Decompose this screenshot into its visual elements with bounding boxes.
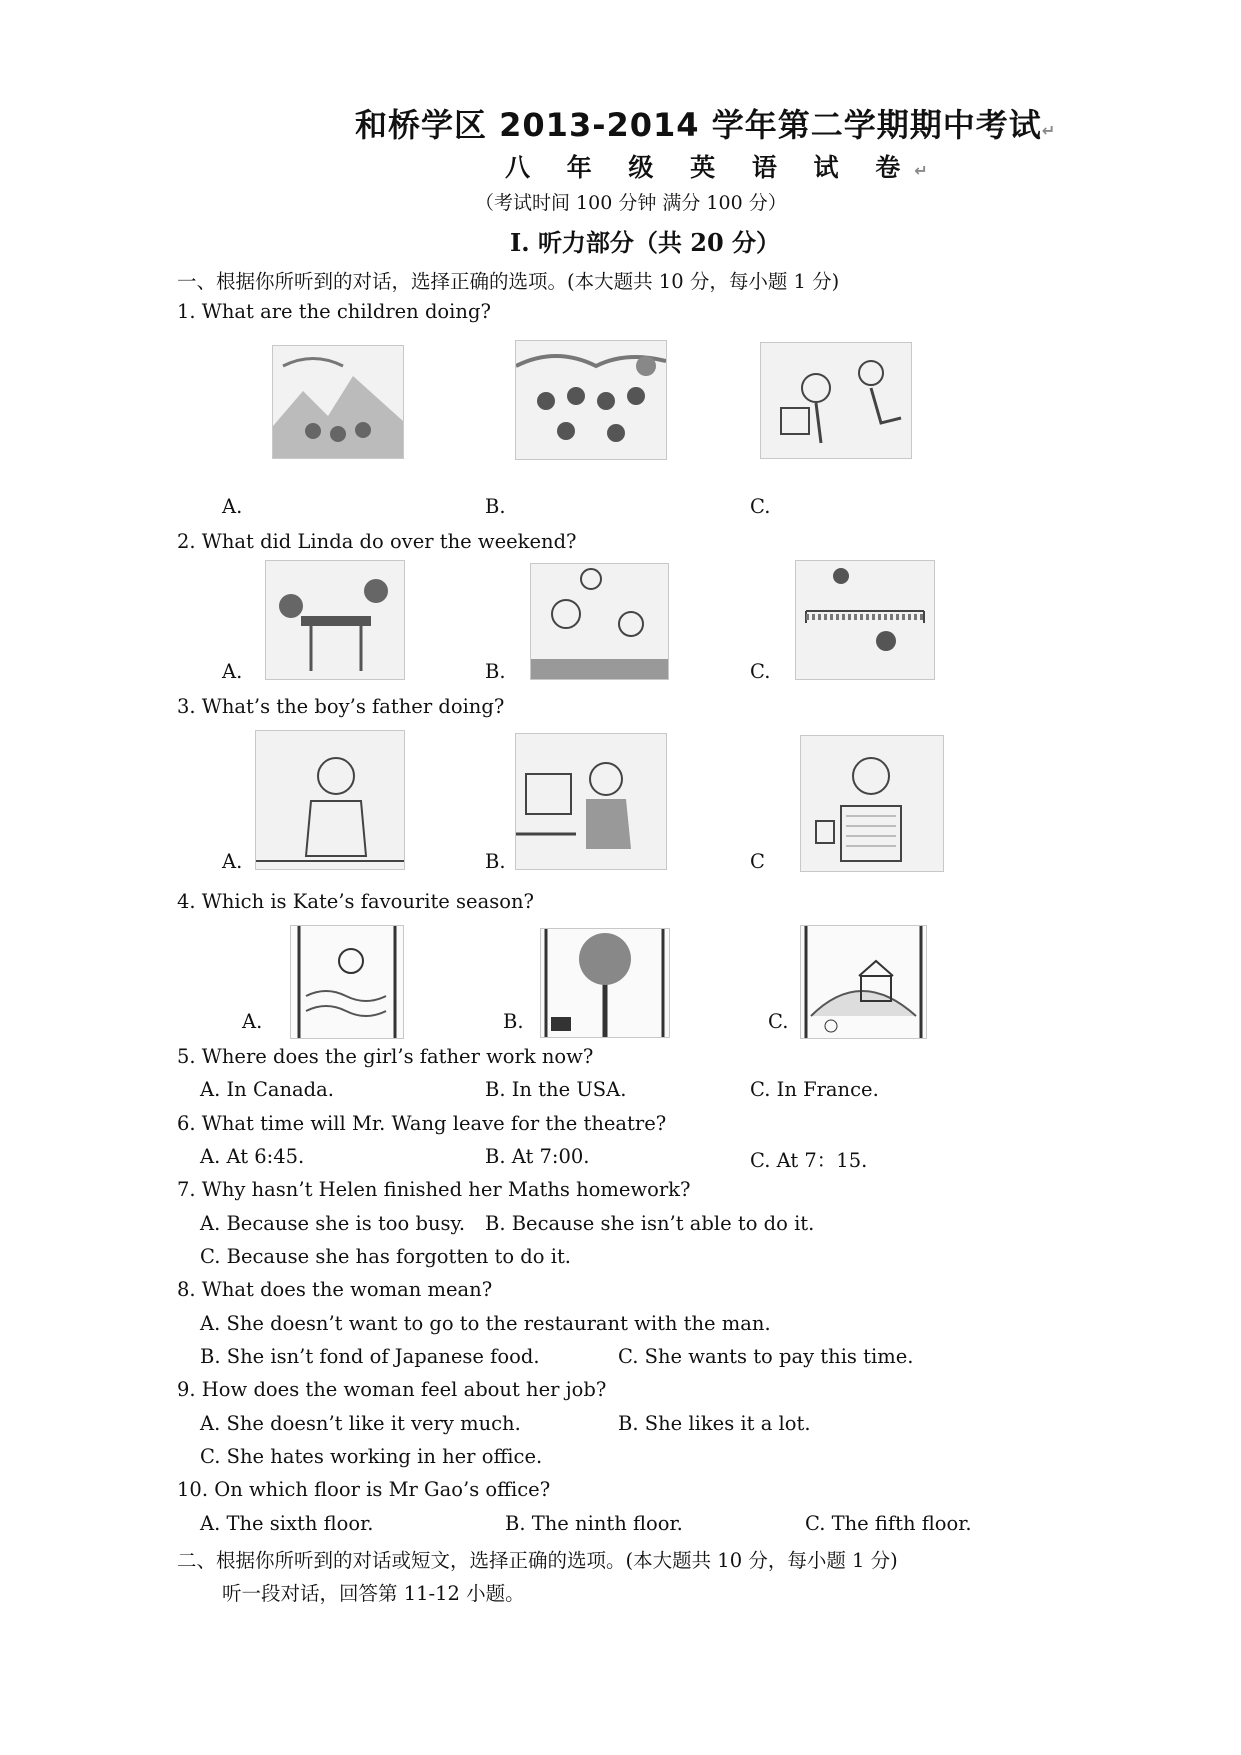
q8-option-c[interactable]: C. She wants to pay this time. [618, 1345, 914, 1368]
question-9: 9. How does the woman feel about her job? [177, 1378, 607, 1401]
q9-option-c[interactable]: C. She hates working in her office. [200, 1445, 543, 1468]
q9-option-a[interactable]: A. She doesn’t like it very much. [200, 1412, 521, 1435]
question-3: 3. What’s the boy’s father doing? [177, 695, 505, 718]
question-5: 5. Where does the girl’s father work now? [177, 1045, 594, 1068]
q1-picture-a [272, 345, 404, 459]
q5-option-c[interactable]: C. In France. [750, 1078, 879, 1101]
q8-option-a[interactable]: A. She doesn’t want to go to the restaurant with the man. [200, 1312, 771, 1335]
q1-option-c[interactable]: C. [750, 495, 771, 518]
q2-option-c[interactable]: C. [750, 660, 771, 683]
q1-picture-c [760, 342, 912, 459]
q1-option-a[interactable]: A. [222, 495, 243, 518]
q6-option-a[interactable]: A. At 6:45. [200, 1145, 305, 1168]
part1-instruction: 一、根据你所听到的对话，选择正确的选项。(本大题共 10 分，每小题 1 分) [177, 270, 840, 293]
exam-subtitle: 八 年 级 英 语 试 卷↵ [505, 153, 942, 182]
q2-picture-a [265, 560, 405, 680]
q7-option-c[interactable]: C. Because she has forgotten to do it. [200, 1245, 571, 1268]
q3-picture-c [800, 735, 944, 872]
exam-info: （考试时间 100 分钟 满分 100 分） [475, 192, 787, 214]
question-6: 6. What time will Mr. Wang leave for the theatre? [177, 1112, 667, 1135]
question-7: 7. Why hasn’t Helen finished her Maths homework? [177, 1178, 691, 1201]
q4-picture-b [540, 928, 670, 1038]
q4-option-c[interactable]: C. [768, 1010, 789, 1033]
q10-option-b[interactable]: B. The ninth floor. [505, 1512, 683, 1535]
q3-picture-a [255, 730, 405, 870]
q9-option-b[interactable]: B. She likes it a lot. [618, 1412, 811, 1435]
q8-option-b[interactable]: B. She isn’t fond of Japanese food. [200, 1345, 540, 1368]
question-8: 8. What does the woman mean? [177, 1278, 493, 1301]
q1-option-b[interactable]: B. [485, 495, 506, 518]
q5-option-a[interactable]: A. In Canada. [200, 1078, 334, 1101]
q1-picture-b [515, 340, 667, 460]
q4-option-a[interactable]: A. [242, 1010, 263, 1033]
q2-picture-c [795, 560, 935, 680]
q6-option-c[interactable]: C. At 7：15. [750, 1149, 868, 1172]
question-2: 2. What did Linda do over the weekend? [177, 530, 577, 553]
q7-option-a[interactable]: A. Because she is too busy. [200, 1212, 466, 1235]
q3-option-c[interactable]: C [750, 850, 765, 873]
q2-option-a[interactable]: A. [222, 660, 243, 683]
question-1: 1. What are the children doing? [177, 300, 491, 323]
q10-option-c[interactable]: C. The fifth floor. [805, 1512, 972, 1535]
q7-option-b[interactable]: B. Because she isn’t able to do it. [485, 1212, 815, 1235]
question-4: 4. Which is Kate’s favourite season? [177, 890, 534, 913]
part2-note: 听一段对话，回答第 11-12 小题。 [222, 1582, 525, 1605]
q4-option-b[interactable]: B. [503, 1010, 524, 1033]
q2-picture-b [530, 563, 669, 680]
q5-option-b[interactable]: B. In the USA. [485, 1078, 627, 1101]
part2-instruction: 二、根据你所听到的对话或短文，选择正确的选项。(本大题共 10 分，每小题 1 分) [177, 1549, 898, 1572]
section-heading: Ⅰ. 听力部分（共 20 分） [510, 228, 781, 257]
q4-picture-a [290, 925, 404, 1039]
q3-picture-b [515, 733, 667, 870]
exam-title: 和桥学区 2013-2014 学年第二学期期中考试↵ [355, 106, 1057, 144]
q3-option-b[interactable]: B. [485, 850, 506, 873]
question-10: 10. On which floor is Mr Gao’s office? [177, 1478, 551, 1501]
q2-option-b[interactable]: B. [485, 660, 506, 683]
q3-option-a[interactable]: A. [222, 850, 243, 873]
q10-option-a[interactable]: A. The sixth floor. [200, 1512, 374, 1535]
q6-option-b[interactable]: B. At 7:00. [485, 1145, 590, 1168]
q4-picture-c [800, 925, 927, 1039]
